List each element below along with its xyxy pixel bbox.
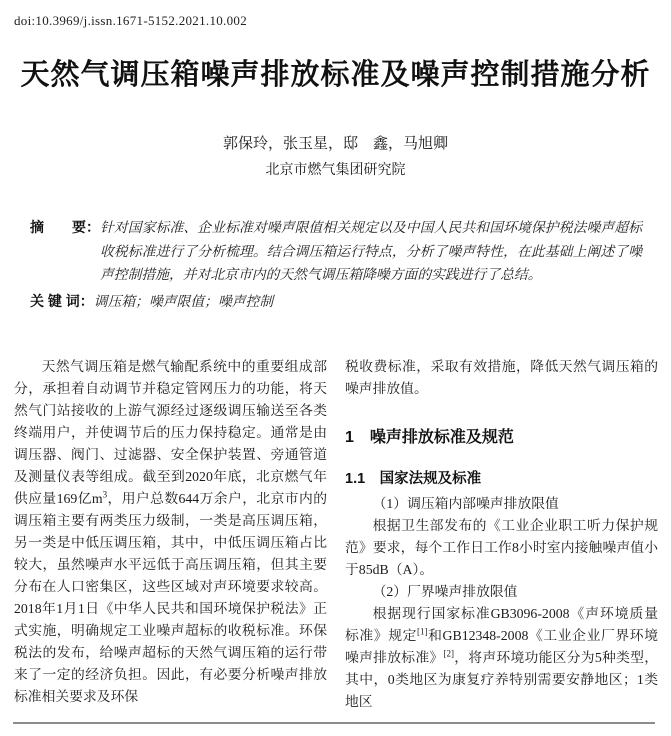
regulation-paragraph-1: 根据卫生部发布的《工业企业职工听力保护规范》要求，每个工作日工作8小时室内接触噪声值小于85dB（A）。 <box>345 518 658 577</box>
regulation-paragraph-2-part-a: 根据现行国家标准GB3096-2008《声环境质量标准》规定 <box>345 606 658 643</box>
left-column <box>14 356 327 713</box>
body-columns <box>14 356 658 713</box>
abstract-row <box>30 216 642 287</box>
paper-title: 天然气调压箱噪声排放标准及噪声控制措施分析 <box>20 59 651 91</box>
abstract-label: 摘 要： <box>30 219 100 235</box>
section-1-heading: 1 噪声排放标准及规范 <box>345 429 514 446</box>
section-1-1-heading: 1.1 国家法规及标准 <box>345 471 482 487</box>
keywords-text: 调压箱；噪声限值；噪声控制 <box>93 293 274 309</box>
authors-line: 郭保玲，张玉星，邸 鑫，马旭卿 <box>222 135 448 152</box>
abstract-text: 针对国家标准、企业标准对噪声限值相关规定以及中国人民共和国环境保护税法噪声超标收税标准进行了分析梳理。结合调压箱运行特点，分析了噪声特性，在此基础上阐述了噪声控制措施，并对北京市内的天然气调压箱降噪方面的实践进行了总结。 <box>100 220 642 282</box>
doi-text: doi:10.3969/j.issn.1671-5152.2021.10.002 <box>14 13 248 28</box>
regulation-paragraph-2-part-c: ，将声环境功能区分为5种类型，其中，0类地区为康复疗养特别需要安静地区；1类地区 <box>345 650 659 709</box>
list-item-1: （1）调压箱内部噪声排放限值 <box>372 496 559 511</box>
footnote-separator-rule <box>13 722 655 724</box>
keywords-row <box>30 290 642 314</box>
list-item-2: （2）厂界噪声排放限值 <box>372 584 518 599</box>
citation-ref-1: [1] <box>417 626 428 637</box>
right-column <box>345 356 658 713</box>
citation-ref-2: [2] <box>443 648 454 659</box>
intro-paragraph <box>14 356 327 708</box>
intro-paragraph-part1: 天然气调压箱是燃气输配系统中的重要组成部分，承担着自动调节并稳定管网压力的功能，将天然气门站接收的上游气源经过逐级调压输送至各类终端用户，并使调节后的压力保持稳定。通常是由调压器、阀门、过滤器、安全保护装置、旁通管道及测量仪表等组成。截至到2020年底，北京燃气年供应量169亿m <box>14 359 327 506</box>
regulation-paragraph-2 <box>345 603 658 713</box>
affiliation-line: 北京市燃气集团研究院 <box>265 161 406 177</box>
regulation-paragraph-2-part-b: 和GB12348-2008《工业企业厂界环境噪声排放标准》 <box>345 628 658 665</box>
superscript-cubed: 3 <box>102 489 108 500</box>
keywords-label: 关 键 词： <box>30 292 94 309</box>
intro-paragraph-continuation: 税收费标准，采取有效措施，降低天然气调压箱的噪声排放值。 <box>345 359 658 396</box>
abstract-block <box>30 216 642 313</box>
intro-paragraph-part2: ，用户总数644万余户，北京市内的调压箱主要有两类压力级制，一类是高压调压箱，另一类是中低压调压箱，其中，中低压调压箱占比较大，虽然噪声水平远低于高压调压箱，但其主要分布在人口密集区，这些区域对声环境要求较高。2018年1月1日《中华人民共和国环境保护税法》正式实施，明确规定工业噪声超标的收税标准。环保税法的发布，给噪声超标的天然气调压箱的运行带来了一定的经济负担。因此，有必要分析噪声排放标准相关要求及环保 <box>14 491 327 704</box>
